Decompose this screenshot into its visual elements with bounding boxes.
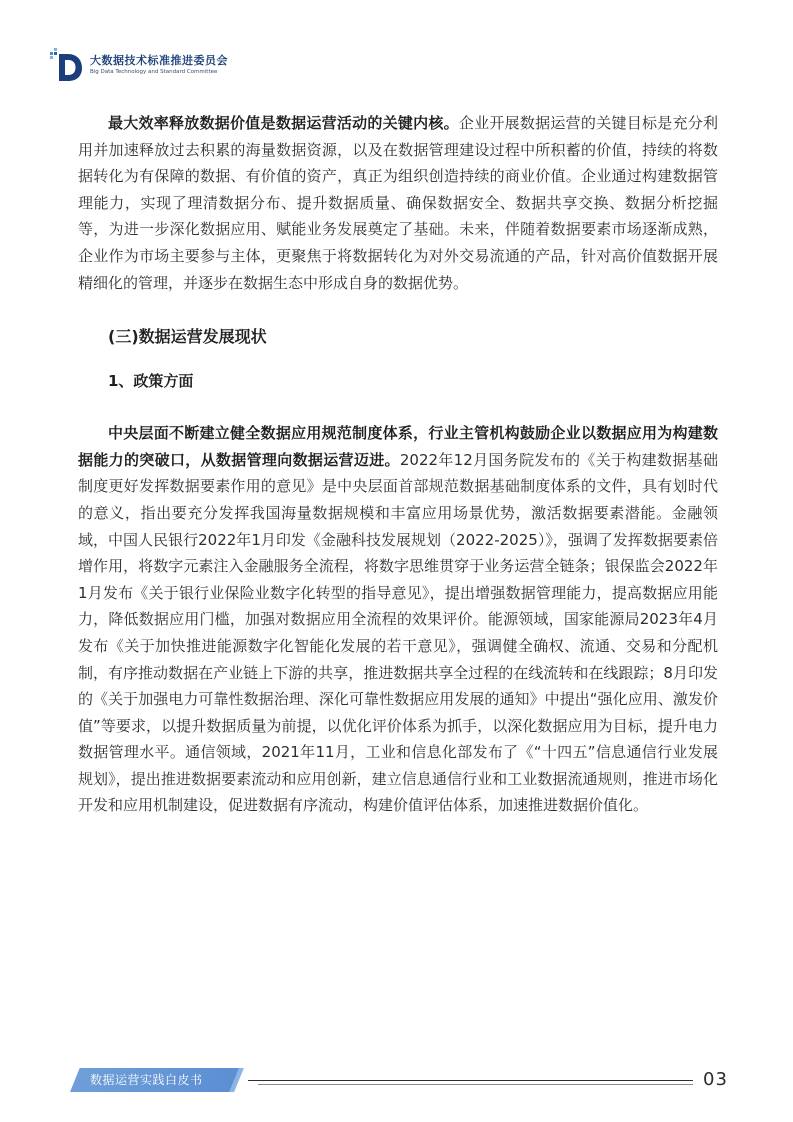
- footer-doc-title: 数据运营实践白皮书: [90, 1073, 203, 1087]
- page-footer: [0, 1068, 793, 1098]
- paragraph-policy: [78, 420, 718, 819]
- paragraph-lead-bold: 中央层面不断建立健全数据应用规范制度体系，行业主管机构鼓励企业以数据应用为构建数据能力的突破口，从数据管理向数据运营迈进。: [78, 424, 718, 469]
- footer-rule-thin: [258, 1084, 693, 1085]
- paragraph-lead-bold: 最大效率释放数据价值是数据运营活动的关键内核。: [108, 114, 459, 132]
- paragraph-body-text: 企业开展数据运营的关键目标是充分利用并加速释放过去积累的海量数据资源，以及在数据管理建设过程中所积蓄的价值，持续的将数据转化为有保障的数据、有价值的资产，真正为组织创造持续的商业价值。企业通过构建数据管理能力，实现了理清数据分布、提升数据质量、确保数据安全、数据共享交换、数据分析挖掘等，为进一步深化数据应用、赋能业务发展奠定了基础。未来，伴随着数据要素市场逐渐成熟，企业作为市场主要参与主体，更聚焦于将数据转化为对外交易流通的产品，针对高价值数据开展精细化的管理，并逐步在数据生态中形成自身的数据优势。: [78, 114, 718, 292]
- section-heading: (三)数据运营发展现状: [108, 327, 267, 347]
- subsection-heading: 1、政策方面: [108, 372, 194, 391]
- footer-rule: [248, 1080, 693, 1081]
- bdtsc-d-logo-icon: [50, 48, 84, 82]
- org-name-cn: 大数据技术标准推进委员会: [90, 54, 228, 67]
- header-logo: [50, 48, 228, 82]
- org-name-en: Big Data Technology and Standard Committee: [90, 69, 218, 75]
- page-number: 03: [703, 1069, 728, 1090]
- main-content: [78, 110, 718, 819]
- paragraph-data-value: [78, 110, 718, 296]
- paragraph-body-text: 2022年12月国务院发布的《关于构建数据基础制度更好发挥数据要素作用的意见》是中央层面首部规范数据基础制度体系的文件，具有划时代的意义，指出要充分发挥我国海量数据规模和丰富应用场景优势，激活数据要素潜能。金融领域，中国人民银行2022年1月印发《金融科技发展规划（2022-2025）》，强调了发挥数据要素倍增作用，将数字元素注入金融服务全流程，将数字思维贯穿于业务运营全链条；银保监会2022年1月发布《关于银行业保险业数字化转型的指导意见》，提出增强数据管理能力，提高数据应用能力，降低数据应用门槛，加强对数据应用全流程的效果评价。能源领域，国家能源局2023年4月发布《关于加快推进能源数字化智能化发展的若干意见》，强调健全确权、流通、交易和分配机制，有序推动数据在产业链上下游的共享，推进数据共享全过程的在线流转和在线跟踪；8月印发的《关于加强电力可靠性数据治理、深化可靠性数据应用发展的通知》中提出“强化应用、激发价值”等要求，以提升数据质量为前提，以优化评价体系为抓手，以深化数据应用为目标，提升电力数据管理水平。通信领域，2021年11月，工业和信息化部发布了《“十四五”信息通信行业发展规划》，提出推进数据要素流动和应用创新，建立信息通信行业和工业数据流通规则，推进市场化开发和应用机制建设，促进数据有序流动，构建价值评估体系，加速推进数据价值化。: [78, 450, 718, 815]
